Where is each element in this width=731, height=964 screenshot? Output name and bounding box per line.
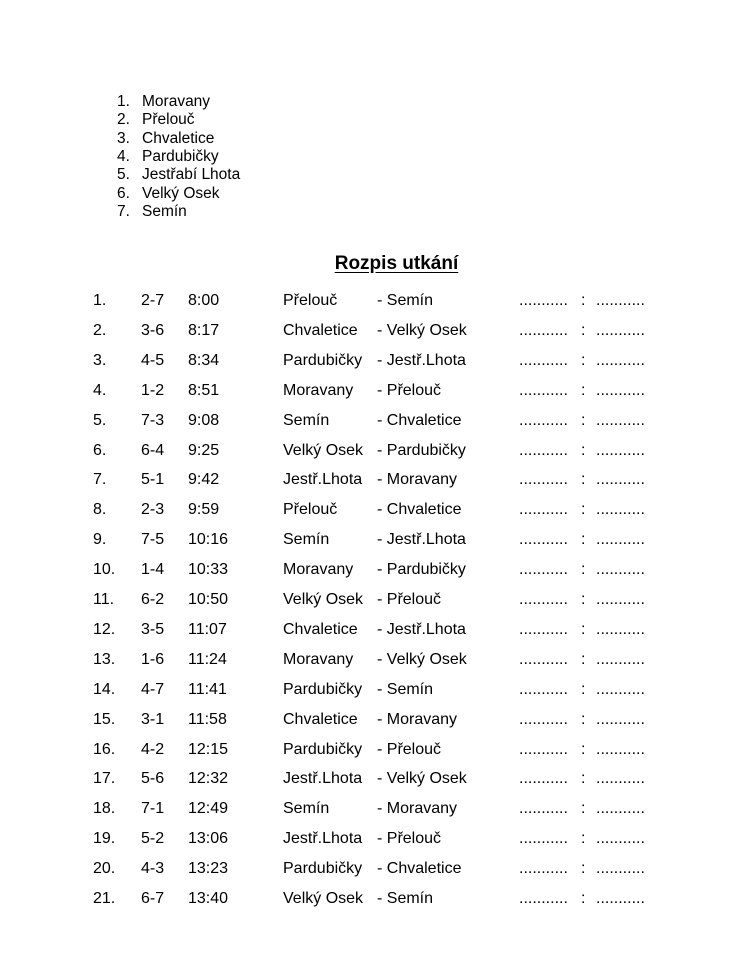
- match-pairing: 6-4: [141, 441, 165, 459]
- home-team: Chvaletice: [283, 321, 358, 339]
- match-number: 3.: [93, 351, 107, 369]
- match-time: 8:34: [188, 351, 220, 369]
- home-score-blank: ...........: [519, 650, 568, 668]
- match-number: 20.: [93, 860, 116, 878]
- score-separator: :: [581, 351, 586, 369]
- team-item: [0, 203, 300, 221]
- match-pairing: 7-1: [141, 800, 165, 818]
- team-number: 5.: [117, 166, 130, 184]
- match-number: 7.: [93, 471, 107, 489]
- match-row: [0, 769, 731, 789]
- team-item: [0, 166, 300, 184]
- match-pairing: 7-5: [141, 531, 165, 549]
- match-row: [0, 441, 731, 461]
- home-score-blank: ...........: [519, 501, 568, 519]
- match-pairing: 3-6: [141, 321, 165, 339]
- match-number: 10.: [93, 561, 116, 579]
- match-row: [0, 381, 731, 401]
- team-name: Přelouč: [142, 111, 195, 129]
- away-score-blank: ...........: [596, 501, 645, 519]
- home-score-blank: ...........: [519, 680, 568, 698]
- home-team: Přelouč: [283, 501, 338, 519]
- match-row: [0, 321, 731, 341]
- home-team: Velký Osek: [283, 890, 364, 907]
- score-separator: :: [581, 441, 586, 459]
- match-number: 5.: [93, 411, 107, 429]
- match-row: [0, 530, 731, 550]
- away-score-blank: ...........: [596, 471, 645, 489]
- away-team: - Moravany: [377, 471, 458, 489]
- match-row: [0, 889, 731, 909]
- home-team: Jestř.Lhota: [283, 471, 363, 489]
- match-pairing: 5-1: [141, 471, 165, 489]
- match-time: 12:32: [188, 770, 229, 788]
- team-number: 4.: [117, 148, 130, 165]
- home-score-blank: ...........: [519, 740, 568, 758]
- away-team: - Přelouč: [377, 591, 442, 608]
- away-team: - Moravany: [377, 800, 458, 818]
- away-score-blank: ...........: [596, 531, 645, 549]
- away-team: - Semín: [377, 292, 434, 309]
- match-number: 1.: [93, 292, 107, 309]
- match-time: 13:23: [188, 860, 229, 878]
- home-team: Pardubičky: [283, 680, 363, 698]
- away-team: - Jestř.Lhota: [377, 620, 466, 638]
- home-score-blank: ...........: [519, 770, 568, 788]
- home-score-blank: ...........: [519, 591, 568, 608]
- match-pairing: 4-7: [141, 680, 165, 698]
- score-separator: :: [581, 800, 586, 818]
- home-team: Semín: [283, 531, 330, 549]
- home-team: Jestř.Lhota: [283, 830, 363, 848]
- match-time: 9:42: [188, 471, 220, 489]
- match-time: 13:06: [188, 830, 229, 848]
- home-team: Velký Osek: [283, 591, 364, 608]
- match-time: 8:51: [188, 381, 220, 399]
- match-time: 11:24: [188, 650, 227, 668]
- match-pairing: 5-2: [141, 830, 165, 848]
- away-score-blank: ...........: [596, 650, 645, 668]
- match-time: 8:17: [188, 321, 220, 339]
- match-row: [0, 470, 731, 490]
- match-number: 8.: [93, 501, 107, 519]
- away-score-blank: ...........: [596, 800, 645, 818]
- match-time: 11:58: [188, 710, 227, 728]
- away-score-blank: ...........: [596, 680, 645, 698]
- away-score-blank: ...........: [596, 620, 645, 638]
- team-number: 6.: [117, 184, 130, 202]
- match-number: 15.: [93, 710, 116, 728]
- team-item: [0, 185, 300, 203]
- match-number: 19.: [93, 830, 116, 848]
- match-number: 12.: [93, 620, 116, 638]
- match-pairing: 3-1: [141, 710, 165, 728]
- home-team: Moravany: [283, 650, 354, 668]
- home-team: Pardubičky: [283, 740, 363, 758]
- home-team: Chvaletice: [283, 710, 358, 728]
- home-score-blank: ...........: [519, 351, 568, 369]
- home-score-blank: ...........: [519, 561, 568, 579]
- match-number: 6.: [93, 441, 107, 459]
- match-pairing: 2-3: [141, 501, 165, 519]
- home-score-blank: ...........: [519, 710, 568, 728]
- match-row: [0, 680, 731, 700]
- match-number: 11.: [93, 591, 115, 608]
- home-score-blank: ...........: [519, 890, 568, 907]
- away-team: - Přelouč: [377, 381, 442, 399]
- team-item: [0, 111, 300, 129]
- away-team: - Jestř.Lhota: [377, 351, 466, 369]
- away-score-blank: ...........: [596, 591, 645, 608]
- match-pairing: 2-7: [141, 292, 165, 309]
- match-pairing: 1-4: [141, 561, 165, 579]
- match-time: 9:08: [188, 411, 220, 429]
- team-name: Jestřabí Lhota: [142, 166, 241, 184]
- team-item: [0, 93, 300, 111]
- match-row: [0, 291, 731, 311]
- score-separator: :: [581, 770, 586, 788]
- team-number: 1.: [117, 93, 130, 110]
- away-team: - Přelouč: [377, 740, 442, 758]
- away-team: - Velký Osek: [377, 770, 467, 788]
- match-pairing: 4-2: [141, 740, 165, 758]
- match-time: 11:07: [188, 620, 227, 638]
- home-team: Velký Osek: [283, 441, 364, 459]
- away-score-blank: ...........: [596, 351, 645, 369]
- home-score-blank: ...........: [519, 411, 568, 429]
- home-score-blank: ...........: [519, 471, 568, 489]
- match-pairing: 1-2: [141, 381, 165, 399]
- away-team: - Pardubičky: [377, 561, 466, 579]
- team-name: Chvaletice: [142, 129, 215, 147]
- away-score-blank: ...........: [596, 710, 645, 728]
- home-score-blank: ...........: [519, 830, 568, 848]
- match-row: [0, 829, 731, 849]
- match-pairing: 4-5: [141, 351, 165, 369]
- match-row: [0, 740, 731, 760]
- home-team: Semín: [283, 800, 330, 818]
- away-team: - Moravany: [377, 710, 458, 728]
- match-number: 2.: [93, 321, 107, 339]
- away-score-blank: ...........: [596, 381, 645, 399]
- match-time: 11:41: [188, 680, 227, 698]
- match-number: 13.: [93, 650, 116, 668]
- score-separator: :: [581, 710, 586, 728]
- match-pairing: 6-7: [141, 890, 165, 907]
- match-row: [0, 411, 731, 431]
- score-separator: :: [581, 830, 586, 848]
- score-separator: :: [581, 471, 586, 489]
- match-pairing: 6-2: [141, 591, 165, 608]
- match-row: [0, 799, 731, 819]
- match-number: 16.: [93, 740, 116, 758]
- match-time: 8:00: [188, 292, 220, 309]
- score-separator: :: [581, 680, 586, 698]
- away-score-blank: ...........: [596, 561, 645, 579]
- match-time: 12:15: [188, 740, 229, 758]
- match-time: 10:33: [188, 561, 229, 579]
- match-number: 21.: [93, 890, 116, 907]
- away-score-blank: ...........: [596, 441, 645, 459]
- away-team: - Přelouč: [377, 830, 442, 848]
- away-score-blank: ...........: [596, 890, 645, 907]
- match-row: [0, 859, 731, 879]
- match-time: 9:59: [188, 501, 220, 519]
- match-number: 18.: [93, 800, 116, 818]
- score-separator: :: [581, 501, 586, 519]
- match-number: 17.: [93, 770, 116, 788]
- home-team: Semín: [283, 411, 330, 429]
- score-separator: :: [581, 650, 586, 668]
- away-score-blank: ...........: [596, 292, 645, 309]
- match-row: [0, 620, 731, 640]
- match-pairing: 1-6: [141, 650, 165, 668]
- home-team: Pardubičky: [283, 860, 363, 878]
- home-team: Moravany: [283, 381, 354, 399]
- match-time: 10:16: [188, 531, 229, 549]
- away-team: - Chvaletice: [377, 860, 462, 878]
- score-separator: :: [581, 860, 586, 878]
- team-name: Moravany: [142, 93, 211, 110]
- away-team: - Chvaletice: [377, 501, 462, 519]
- home-score-blank: ...........: [519, 292, 568, 309]
- away-score-blank: ...........: [596, 860, 645, 878]
- away-team: - Jestř.Lhota: [377, 531, 466, 549]
- home-score-blank: ...........: [519, 860, 568, 878]
- team-number: 2.: [117, 111, 130, 129]
- match-row: [0, 560, 731, 580]
- away-team: - Velký Osek: [377, 650, 467, 668]
- match-row: [0, 351, 731, 371]
- team-item: [0, 130, 300, 148]
- score-separator: :: [581, 561, 586, 579]
- schedule-title: Rozpis utkání: [334, 253, 459, 274]
- home-score-blank: ...........: [519, 381, 568, 399]
- match-row: [0, 710, 731, 730]
- score-separator: :: [581, 890, 586, 907]
- match-number: 4.: [93, 381, 107, 399]
- away-team: - Chvaletice: [377, 411, 462, 429]
- home-score-blank: ...........: [519, 800, 568, 818]
- score-separator: :: [581, 620, 586, 638]
- match-time: 12:49: [188, 800, 229, 818]
- score-separator: :: [581, 591, 586, 608]
- team-name: Velký Osek: [142, 184, 220, 202]
- team-name: Semín: [142, 203, 187, 220]
- away-score-blank: ...........: [596, 321, 645, 339]
- match-row: [0, 650, 731, 670]
- away-team: - Pardubičky: [377, 441, 466, 459]
- match-time: 9:25: [188, 441, 220, 459]
- match-time: 10:50: [188, 591, 229, 608]
- match-number: 14.: [93, 680, 116, 698]
- team-name: Pardubičky: [142, 148, 219, 165]
- home-score-blank: ...........: [519, 321, 568, 339]
- away-score-blank: ...........: [596, 740, 645, 758]
- match-pairing: 5-6: [141, 770, 165, 788]
- score-separator: :: [581, 292, 586, 309]
- match-pairing: 3-5: [141, 620, 165, 638]
- away-score-blank: ...........: [596, 411, 645, 429]
- away-team: - Velký Osek: [377, 321, 467, 339]
- score-separator: :: [581, 381, 586, 399]
- away-score-blank: ...........: [596, 830, 645, 848]
- match-number: 9.: [93, 531, 107, 549]
- away-score-blank: ...........: [596, 770, 645, 788]
- away-team: - Semín: [377, 890, 434, 907]
- team-item: [0, 148, 300, 166]
- home-score-blank: ...........: [519, 531, 568, 549]
- home-team: Pardubičky: [283, 351, 363, 369]
- match-time: 13:40: [188, 890, 229, 907]
- match-row: [0, 590, 731, 610]
- match-pairing: 7-3: [141, 411, 165, 429]
- match-pairing: 4-3: [141, 860, 165, 878]
- score-separator: :: [581, 321, 586, 339]
- score-separator: :: [581, 740, 586, 758]
- team-number: 3.: [117, 129, 130, 147]
- score-separator: :: [581, 531, 586, 549]
- team-number: 7.: [117, 203, 130, 220]
- match-row: [0, 500, 731, 520]
- home-score-blank: ...........: [519, 441, 568, 459]
- home-team: Chvaletice: [283, 620, 358, 638]
- home-team: Moravany: [283, 561, 354, 579]
- home-team: Jestř.Lhota: [283, 770, 363, 788]
- home-team: Přelouč: [283, 292, 338, 309]
- score-separator: :: [581, 411, 586, 429]
- away-team: - Semín: [377, 680, 434, 698]
- home-score-blank: ...........: [519, 620, 568, 638]
